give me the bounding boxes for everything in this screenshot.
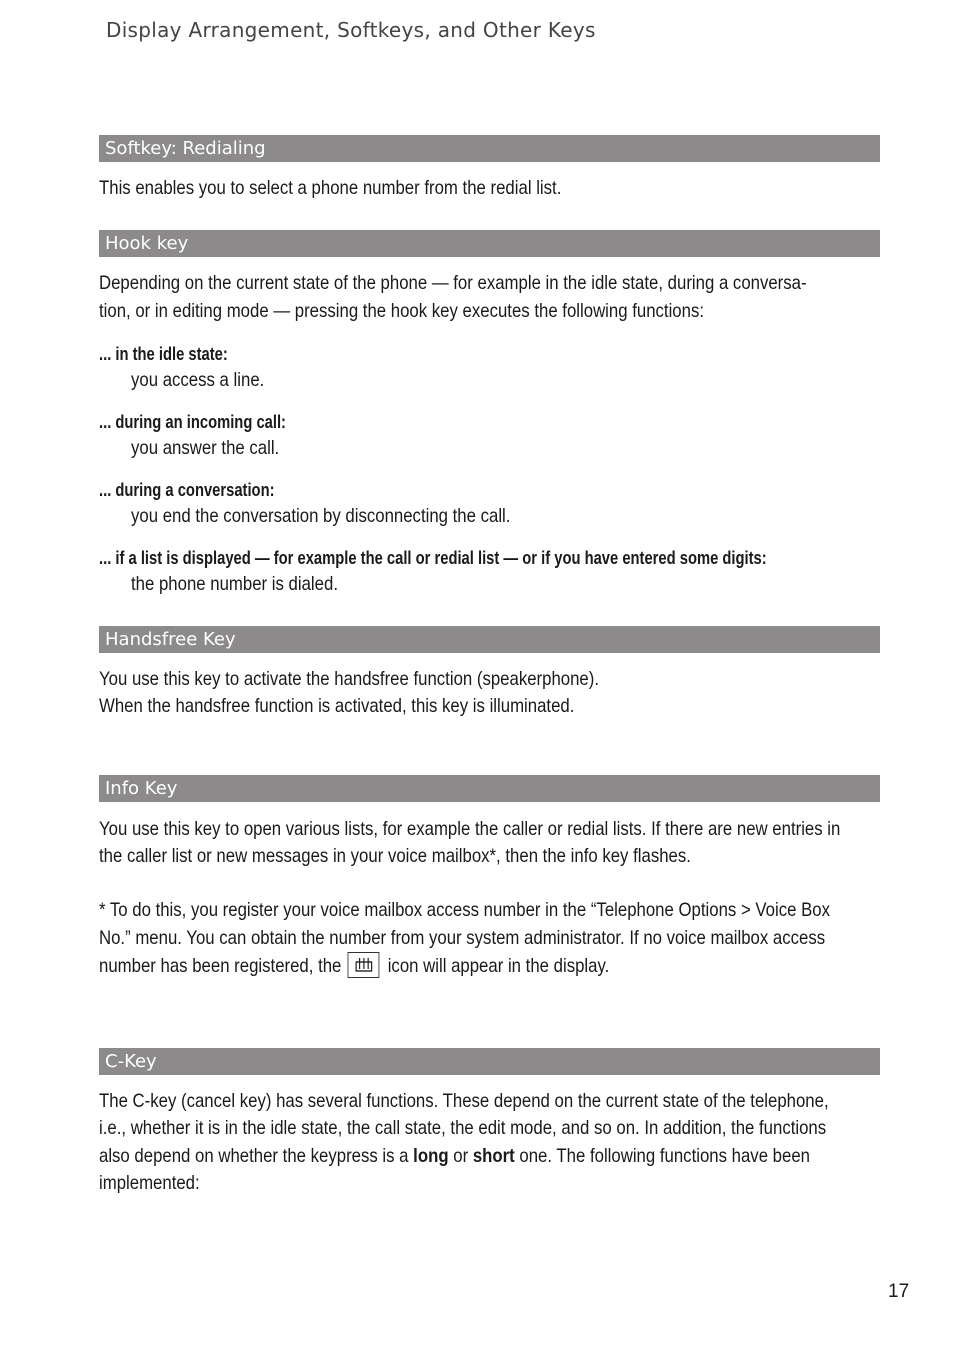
c-key-line4: implemented: (99, 1172, 200, 1194)
redialing-description: This enables you to select a phone number from the redial list. (99, 177, 562, 199)
info-note-line2: No.” menu. You can obtain the number from your system administrator. If no voice mailbox access (99, 927, 826, 949)
info-key-line1: You use this key to open various lists, for example the caller or redial lists. If there are new entries in (99, 818, 841, 840)
handsfree-line2: When the handsfree function is activated, this key is illuminated. (99, 695, 575, 717)
section-heading-info-key: Info Key (99, 775, 880, 802)
section-heading-c-key: C-Key (99, 1048, 880, 1075)
c-key-line1: The C-key (cancel key) has several functions. These depend on the current state of the telephone, (99, 1090, 829, 1112)
hook-item-text: the phone number is dialed. (131, 573, 338, 595)
hook-item-label: ... if a list is displayed — for example the call or redial list — or if you have entered some digits: (99, 548, 767, 568)
hook-item-label: ... during an incoming call: (99, 412, 286, 432)
info-note-line3-start: number has been registered, the (99, 955, 342, 977)
c-key-line3-end: one. The following functions have been (519, 1145, 810, 1167)
c-key-line3 (99, 1143, 810, 1171)
c-key-or: or (453, 1145, 469, 1167)
hook-item-label: ... in the idle state: (99, 344, 228, 364)
page-header-title: Display Arrangement, Softkeys, and Other Keys (106, 18, 596, 42)
c-key-line2: i.e., whether it is in the idle state, the call state, the edit mode, and so on. In addition, the functions (99, 1117, 827, 1139)
section-heading-handsfree-key: Handsfree Key (99, 626, 880, 653)
voice-mailbox-icon (348, 952, 380, 978)
info-note-line1: * To do this, you register your voice mailbox access number in the “Telephone Options > Voice Box (99, 899, 830, 921)
hook-key-intro-line1: Depending on the current state of the phone — for example in the idle state, during a conversa- (99, 272, 807, 294)
handsfree-line1: You use this key to activate the handsfree function (speakerphone). (99, 668, 600, 690)
c-key-long-term: long (413, 1145, 449, 1167)
hook-key-intro-line2: tion, or in editing mode — pressing the hook key executes the following functions: (99, 300, 705, 322)
hook-item-text: you answer the call. (131, 437, 280, 459)
section-heading-redialing: Softkey: Redialing (99, 135, 880, 162)
c-key-short-term: short (472, 1145, 515, 1167)
info-note-line3 (99, 952, 778, 981)
hook-item-text: you end the conversation by disconnecting the call. (131, 505, 511, 527)
page-number: 17 (888, 1281, 910, 1302)
info-note-line3-end: icon will appear in the display. (387, 955, 610, 977)
hook-item-text: you access a line. (131, 369, 265, 391)
c-key-line3-start: also depend on whether the keypress is a (99, 1145, 409, 1167)
hook-item-label: ... during a conversation: (99, 480, 275, 500)
info-key-line2: the caller list or new messages in your voice mailbox*, then the info key flashes. (99, 845, 691, 867)
section-heading-hook-key: Hook key (99, 230, 880, 257)
